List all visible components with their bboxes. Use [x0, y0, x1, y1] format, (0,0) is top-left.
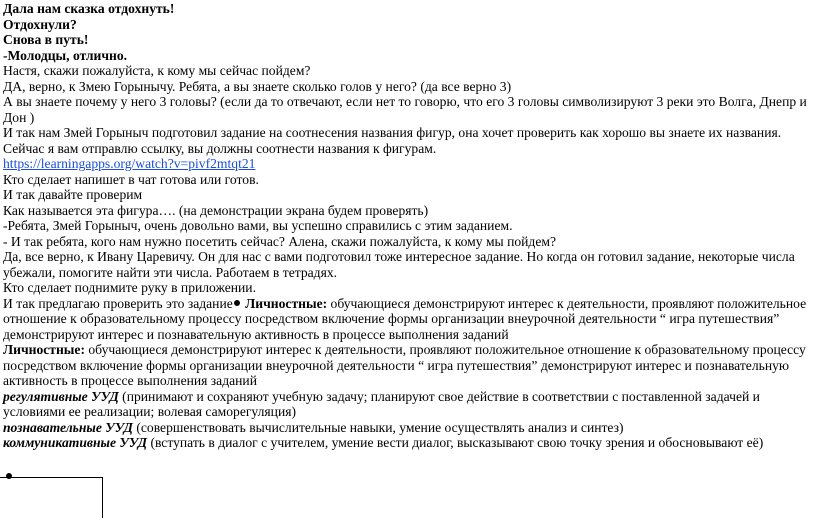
- line-check-task: [3, 296, 811, 343]
- communicative-label: коммуникативные УУД: [3, 435, 148, 450]
- line-story-rest: Дала нам сказка отдохнуть!: [3, 1, 175, 16]
- spacer: [3, 451, 811, 469]
- line-lets-check: И так давайте проверим: [3, 187, 143, 202]
- document-body: [3, 1, 811, 484]
- personal-label-2: Личностные:: [3, 342, 85, 357]
- line-send-link: Сейчас я вам отправлю ссылку, вы должны соотнести названия к фигурам.: [3, 140, 437, 156]
- cognitive-label: познавательные УУД: [3, 419, 133, 435]
- cognitive-description: (совершенствовать вычислительные навыки, умение осуществлять анализ и синтез): [132, 419, 624, 435]
- personal-label: Личностные:: [241, 295, 328, 311]
- line-zmey-task: И так нам Змей Горыныч подготовил задание на соотнесения названия фигур, она хочет проверить как хорошо вы знаете их названия.: [3, 125, 782, 140]
- line-regulatory: [3, 389, 811, 420]
- line-zmey-pleased: -Ребята, Змей Горыныч, очень довольно вами, вы успешно справились с этим заданием.: [3, 218, 513, 233]
- learningapps-link[interactable]: https://learningapps.org/watch?v=pivf2mtqt21: [3, 156, 256, 171]
- line-who-next: - И так ребята, кого нам нужно посетить сейчас? Алена, скажи пожалуйста, к кому мы пойдем?: [3, 233, 557, 249]
- line-well-done: -Молодцы, отлично.: [3, 47, 128, 63]
- line-rested: Отдохнули?: [3, 16, 77, 32]
- link-line: [3, 156, 811, 172]
- line-communicative: [3, 435, 811, 451]
- check-task-text: И так предлагаю проверить это задание: [3, 295, 233, 311]
- personal-description: обучающиеся демонстрируют интерес к деятельности, проявляют положительное отношение к образовательному процессу посредством включение формы организации внеурочной деятельности “ игра путешествия” демонстрируют интерес и познавательную активность в процессе выполнения заданий: [3, 295, 807, 342]
- line-why-three-heads: А вы знаете почему у него 3 головы? (если да то отвечают, если нет то говорю, что его 3 головы символизируют 3 реки это Волга, Днепр и Дон ): [3, 94, 807, 125]
- line-zmey-heads: ДА, верно, к Змею Горынычу. Ребята, а вы знаете сколько голов у него? (да все верно 3): [3, 78, 512, 94]
- regulatory-label: регулятивные УУД: [3, 388, 119, 404]
- line-go-again: Снова в путь!: [3, 32, 89, 47]
- line-cognitive: [3, 420, 811, 436]
- line-figure-name: Как называется эта фигура…. (на демонстрации экрана будем проверять): [3, 202, 429, 218]
- regulatory-description: (принимают и сохраняют учебную задачу; планируют свое действие в соответствии с поставленной задачей и условиями ее реализации; волевая саморегуляция): [3, 388, 760, 419]
- line-personal: [3, 342, 811, 389]
- line-ivan-task: Да, все верно, к Ивану Царевичу. Он для нас с вами подготовил тоже интересное задание. Но когда он готовил задание, некоторые числа убежали, помогите найти эти числа. Работаем в тетрадях.: [3, 249, 795, 280]
- line-write-chat: Кто сделает напишет в чат готова или готов.: [3, 171, 259, 187]
- table-frame: [0, 477, 103, 518]
- bullet-icon: [234, 300, 240, 306]
- communicative-description: (вступать в диалог с учителем, умение вести диалог, высказывают свою точку зрения и обосновывают её): [147, 435, 764, 450]
- personal-description-2: обучающиеся демонстрируют интерес к деятельности, проявляют положительное отношение к образовательному процессу посредством включение формы организации внеурочной деятельности “ игра путешествия” демонстрируют интерес и познавательную активность в процессе выполнения заданий: [3, 342, 806, 388]
- line-raise-hand: Кто сделает поднимите руку в приложении.: [3, 280, 256, 295]
- empty-bullet-line: [5, 469, 811, 485]
- line-question-nastya: Настя, скажи пожалуйста, к кому мы сейчас пойдем?: [3, 63, 311, 78]
